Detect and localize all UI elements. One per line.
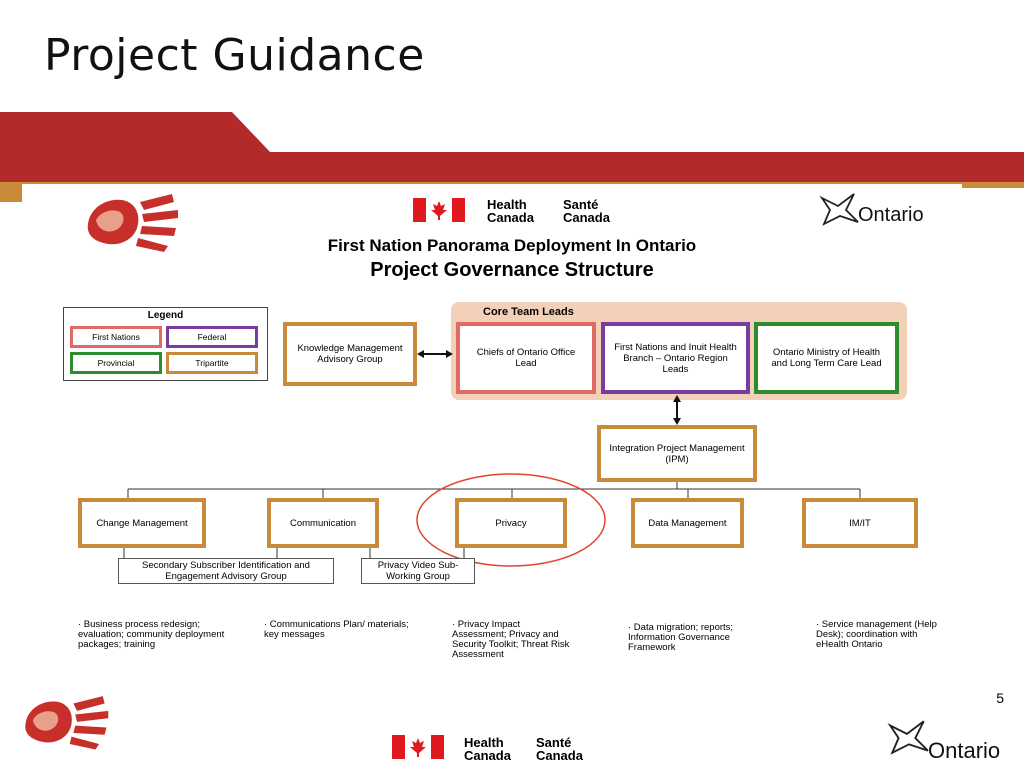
workstream-communication: Communication: [267, 498, 379, 548]
footer-canada-flag-icon: [392, 734, 444, 760]
workstream-privacy: Privacy: [455, 498, 567, 548]
kmag-box: Knowledge Management Advisory Group: [283, 322, 417, 386]
secondary-subscriber-group: Secondary Subscriber Identification and Engagement Advisory Group: [118, 558, 334, 584]
slide-title: Project Guidance: [44, 30, 425, 81]
footer-sante-canada-fr-1: Santé: [536, 735, 572, 750]
health-canada-en-2: Canada: [487, 210, 534, 225]
diagram-title-line2: Project Governance Structure: [370, 259, 654, 281]
legend-title: Legend: [147, 310, 184, 321]
mohltc-box: Ontario Ministry of Health and Long Term Care Lead: [754, 322, 899, 394]
page-number: 5: [996, 690, 1004, 706]
ipm-box: Integration Project Management (IPM): [597, 425, 757, 482]
sante-canada-fr-2: Canada: [563, 210, 610, 225]
workstream-data-management: Data Management: [631, 498, 744, 548]
desc-privacy: · Privacy Impact Assessment; Privacy and Security Toolkit; Threat Risk Assessment: [452, 619, 570, 660]
footer-first-nations-logo-icon: [20, 690, 112, 752]
legend-first-nations: First Nations: [70, 326, 162, 348]
workstream-im-it: IM/IT: [802, 498, 918, 548]
fnihb-box: First Nations and Inuit Health Branch – Ontario Region Leads: [601, 322, 750, 394]
desc-change-management: · Business process redesign; evaluation; community deployment packages; training: [78, 619, 225, 650]
desc-im-it: · Service management (Help Desk); coordination with eHealth Ontario: [816, 619, 937, 650]
sante-canada-fr-1: Santé: [563, 197, 599, 212]
diagram-title-line1: First Nation Panorama Deployment In Ontario: [327, 236, 697, 255]
desc-communication: · Communications Plan/ materials; key messages: [264, 619, 409, 640]
footer-ontario-logo-text: Ontario: [928, 738, 1001, 763]
legend-federal: Federal: [166, 326, 258, 348]
desc-data-management: · Data migration; reports; Information Governance Framework: [628, 622, 734, 653]
ontario-logo-text: Ontario: [858, 204, 924, 226]
footer-health-canada-en-2: Canada: [464, 748, 511, 763]
privacy-video-subgroup: Privacy Video Sub-Working Group: [361, 558, 475, 584]
chiefs-of-ontario-box: Chiefs of Ontario Office Lead: [456, 322, 596, 394]
workstream-change-management: Change Management: [78, 498, 206, 548]
footer-trillium-icon: [886, 718, 930, 756]
footer-sante-canada-fr-2: Canada: [536, 748, 583, 763]
legend-provincial: Provincial: [70, 352, 162, 374]
core-team-title: Core Team Leads: [483, 306, 574, 318]
legend-tripartite: Tripartite: [166, 352, 258, 374]
health-canada-en-1: Health: [487, 197, 527, 212]
footer-health-canada-en-1: Health: [464, 735, 504, 750]
